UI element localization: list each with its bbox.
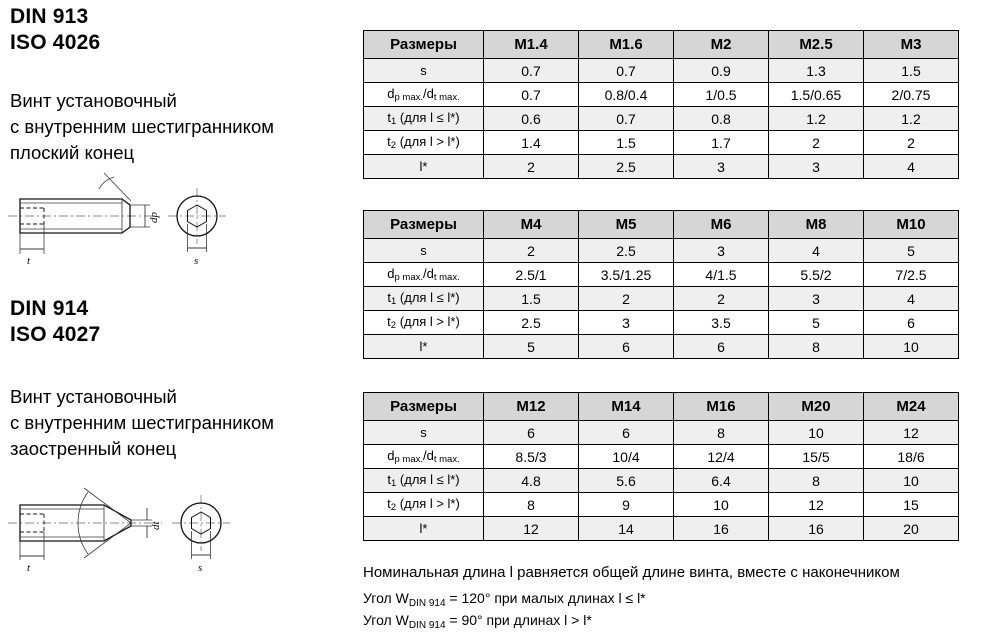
iso-number: ISO 4026 — [10, 31, 101, 54]
text-segment: t — [387, 290, 392, 305]
spec-value: 1/0.5 — [674, 83, 769, 107]
row-label — [364, 287, 484, 311]
description-line: с внутренним шестигранником — [10, 116, 274, 137]
spec-value: 2 — [484, 239, 579, 263]
subscript-text: DIN 914 — [408, 598, 446, 609]
subscript-text: t max. — [433, 272, 460, 283]
spec-value: 1.2 — [864, 107, 959, 131]
spec-value: 2/0.75 — [864, 83, 959, 107]
header-size-M3: M3 — [864, 31, 959, 59]
header-size-M8: M8 — [769, 211, 864, 239]
text-segment: Угол W — [363, 612, 409, 628]
standards-heading-din914 — [10, 296, 100, 348]
subscript-text: 2 — [390, 140, 397, 151]
table-header-row — [364, 211, 959, 239]
description-line: плоский конец — [10, 142, 135, 163]
dim-label-t: t — [27, 255, 31, 267]
spec-value: 3 — [769, 155, 864, 179]
spec-value: 4/1.5 — [674, 263, 769, 287]
subscript-text: p max. — [394, 272, 424, 283]
row-label — [364, 83, 484, 107]
header-size-M4: M4 — [484, 211, 579, 239]
spec-value: 0.8 — [674, 107, 769, 131]
text-segment: l* — [419, 339, 428, 354]
spec-row — [364, 311, 959, 335]
row-label — [364, 239, 484, 263]
subscript-text: t max. — [433, 92, 460, 103]
spec-value: 8.5/3 — [484, 445, 579, 469]
description-din913 — [10, 88, 274, 166]
spec-value: 4 — [769, 239, 864, 263]
row-label — [364, 335, 484, 359]
text-segment: d — [387, 448, 395, 463]
row-label — [364, 155, 484, 179]
text-segment: (для l ≤ l*) — [396, 110, 460, 125]
text-segment: (для l > l*) — [396, 134, 460, 149]
spec-value: 2.5 — [579, 239, 674, 263]
spec-table-sizes-m4-m10 — [363, 210, 959, 359]
spec-value: 3 — [579, 311, 674, 335]
spec-value: 20 — [864, 517, 959, 541]
spec-value: 0.7 — [579, 59, 674, 83]
table-header-row — [364, 393, 959, 421]
subscript-text: p max. — [394, 454, 424, 465]
spec-value: 2 — [769, 131, 864, 155]
dim-label-t: t — [27, 562, 31, 574]
row-label — [364, 517, 484, 541]
subscript-text: DIN 914 — [408, 620, 446, 631]
spec-value: 16 — [769, 517, 864, 541]
spec-value: 3 — [674, 155, 769, 179]
subscript-text: 1 — [391, 478, 397, 489]
row-label — [364, 421, 484, 445]
din-number: DIN 913 — [10, 5, 89, 28]
spec-value: 1.7 — [674, 131, 769, 155]
spec-value: 16 — [674, 517, 769, 541]
dim-label-dp: dp — [148, 212, 160, 223]
spec-value: 12/4 — [674, 445, 769, 469]
text-segment: Номинальная длина l равняется общей длине винта, вместе с наконечником — [363, 564, 900, 581]
spec-value: 8 — [484, 493, 579, 517]
flat-point-set-screw-drawing — [4, 166, 239, 268]
cone-point-set-screw-drawing — [4, 468, 244, 580]
header-size-M24: M24 — [864, 393, 959, 421]
spec-value: 10 — [864, 469, 959, 493]
spec-value: 6 — [864, 311, 959, 335]
text-segment: l* — [419, 521, 428, 536]
text-segment: /d — [423, 86, 434, 101]
spec-row — [364, 263, 959, 287]
text-segment: Угол W — [363, 590, 409, 606]
spec-value: 14 — [579, 517, 674, 541]
row-label — [364, 493, 484, 517]
spec-row — [364, 335, 959, 359]
text-segment: (для l ≤ l*) — [396, 472, 460, 487]
header-size-M6: M6 — [674, 211, 769, 239]
description-line: заостренный конец — [10, 438, 177, 459]
header-size-M16: M16 — [674, 393, 769, 421]
note-nominal-length — [363, 564, 900, 582]
spec-row — [364, 59, 959, 83]
spec-value: 6.4 — [674, 469, 769, 493]
spec-value: 5 — [769, 311, 864, 335]
spec-row — [364, 493, 959, 517]
spec-value: 5 — [484, 335, 579, 359]
text-segment: d — [387, 266, 395, 281]
spec-row — [364, 83, 959, 107]
spec-value: 6 — [674, 335, 769, 359]
spec-value: 4 — [864, 155, 959, 179]
spec-value: 18/6 — [864, 445, 959, 469]
text-segment: d — [387, 86, 395, 101]
iso-number: ISO 4027 — [10, 323, 101, 346]
note-angle-90 — [363, 611, 592, 635]
subscript-text: t max. — [433, 454, 460, 465]
header-size-M14: M14 — [579, 393, 674, 421]
spec-row — [364, 239, 959, 263]
subscript-text: p max. — [394, 92, 424, 103]
subscript-text: 2 — [390, 320, 397, 331]
row-label — [364, 263, 484, 287]
spec-value: 7/2.5 — [864, 263, 959, 287]
row-label — [364, 59, 484, 83]
spec-value: 2.5/1 — [484, 263, 579, 287]
standards-heading-din913 — [10, 4, 100, 56]
row-label — [364, 445, 484, 469]
spec-value: 2 — [674, 287, 769, 311]
din-number: DIN 914 — [10, 297, 89, 320]
dim-label-s: s — [198, 562, 203, 574]
spec-table-sizes-m12-m24 — [363, 392, 959, 541]
spec-row — [364, 517, 959, 541]
spec-value: 0.6 — [484, 107, 579, 131]
spec-table-sizes-m1_4-m3 — [363, 30, 959, 179]
header-size-M2: M2 — [674, 31, 769, 59]
spec-value: 10/4 — [579, 445, 674, 469]
row-label — [364, 469, 484, 493]
spec-value: 5.6 — [579, 469, 674, 493]
spec-value: 2 — [484, 155, 579, 179]
row-label — [364, 107, 484, 131]
note-angle-120 — [363, 589, 646, 613]
text-segment: t — [387, 496, 391, 511]
spec-value: 0.7 — [579, 107, 674, 131]
spec-value: 15 — [864, 493, 959, 517]
spec-row — [364, 469, 959, 493]
row-label — [364, 131, 484, 155]
spec-value: 12 — [864, 421, 959, 445]
spec-value: 15/5 — [769, 445, 864, 469]
spec-value: 10 — [674, 493, 769, 517]
spec-row — [364, 287, 959, 311]
description-line: Винт установочный — [10, 386, 177, 407]
spec-value: 2 — [579, 287, 674, 311]
text-segment: t — [387, 314, 391, 329]
subscript-text: 1 — [391, 116, 397, 127]
spec-row — [364, 155, 959, 179]
subscript-text: 1 — [391, 296, 397, 307]
text-segment: s — [420, 425, 427, 440]
dim-label-dt: dt — [150, 521, 162, 530]
spec-row — [364, 107, 959, 131]
text-segment: t — [387, 134, 391, 149]
header-size-M10: M10 — [864, 211, 959, 239]
header-size-M2.5: M2.5 — [769, 31, 864, 59]
spec-value: 6 — [579, 421, 674, 445]
spec-value: 10 — [864, 335, 959, 359]
header-sizes-label: Размеры — [364, 393, 484, 421]
spec-value: 0.8/0.4 — [579, 83, 674, 107]
spec-value: 1.5 — [484, 287, 579, 311]
spec-value: 12 — [769, 493, 864, 517]
spec-value: 10 — [769, 421, 864, 445]
spec-value: 0.7 — [484, 83, 579, 107]
spec-row — [364, 131, 959, 155]
spec-value: 2 — [864, 131, 959, 155]
spec-value: 8 — [674, 421, 769, 445]
spec-value: 0.9 — [674, 59, 769, 83]
text-segment: t — [387, 110, 392, 125]
spec-value: 8 — [769, 335, 864, 359]
spec-value: 12 — [484, 517, 579, 541]
description-line: с внутренним шестигранником — [10, 412, 274, 433]
spec-value: 6 — [579, 335, 674, 359]
text-segment: t — [387, 472, 392, 487]
header-size-M12: M12 — [484, 393, 579, 421]
spec-value: 3.5 — [674, 311, 769, 335]
text-segment: /d — [423, 448, 434, 463]
header-sizes-label: Размеры — [364, 211, 484, 239]
spec-value: 2.5 — [579, 155, 674, 179]
spec-value: 3 — [674, 239, 769, 263]
spec-value: 1.5 — [579, 131, 674, 155]
spec-value: 8 — [769, 469, 864, 493]
spec-row — [364, 445, 959, 469]
spec-value: 4.8 — [484, 469, 579, 493]
spec-value: 2.5 — [484, 311, 579, 335]
spec-value: 1.5 — [864, 59, 959, 83]
text-segment: l* — [419, 159, 428, 174]
text-segment: = 90° при длинах l > l* — [445, 612, 592, 628]
text-segment: /d — [423, 266, 434, 281]
spec-value: 6 — [484, 421, 579, 445]
spec-value: 5.5/2 — [769, 263, 864, 287]
spec-value: 9 — [579, 493, 674, 517]
text-segment: (для l > l*) — [396, 496, 460, 511]
dim-label-s: s — [194, 255, 199, 267]
spec-value: 1.4 — [484, 131, 579, 155]
text-segment: = 120° при малых длинах l ≤ l* — [445, 590, 646, 606]
text-segment: (для l ≤ l*) — [396, 290, 460, 305]
header-size-M1.6: M1.6 — [579, 31, 674, 59]
description-line: Винт установочный — [10, 90, 177, 111]
text-segment: s — [420, 243, 427, 258]
row-label — [364, 311, 484, 335]
description-din914 — [10, 384, 274, 462]
spec-value: 3 — [769, 287, 864, 311]
spec-value: 1.3 — [769, 59, 864, 83]
spec-value: 3.5/1.25 — [579, 263, 674, 287]
header-size-M1.4: M1.4 — [484, 31, 579, 59]
header-size-M5: M5 — [579, 211, 674, 239]
header-size-M20: M20 — [769, 393, 864, 421]
spec-value: 1.2 — [769, 107, 864, 131]
text-segment: (для l > l*) — [396, 314, 460, 329]
spec-value: 4 — [864, 287, 959, 311]
table-header-row — [364, 31, 959, 59]
spec-value: 0.7 — [484, 59, 579, 83]
text-segment: s — [420, 63, 427, 78]
spec-value: 1.5/0.65 — [769, 83, 864, 107]
spec-row — [364, 421, 959, 445]
header-sizes-label: Размеры — [364, 31, 484, 59]
subscript-text: 2 — [390, 502, 397, 513]
spec-value: 5 — [864, 239, 959, 263]
